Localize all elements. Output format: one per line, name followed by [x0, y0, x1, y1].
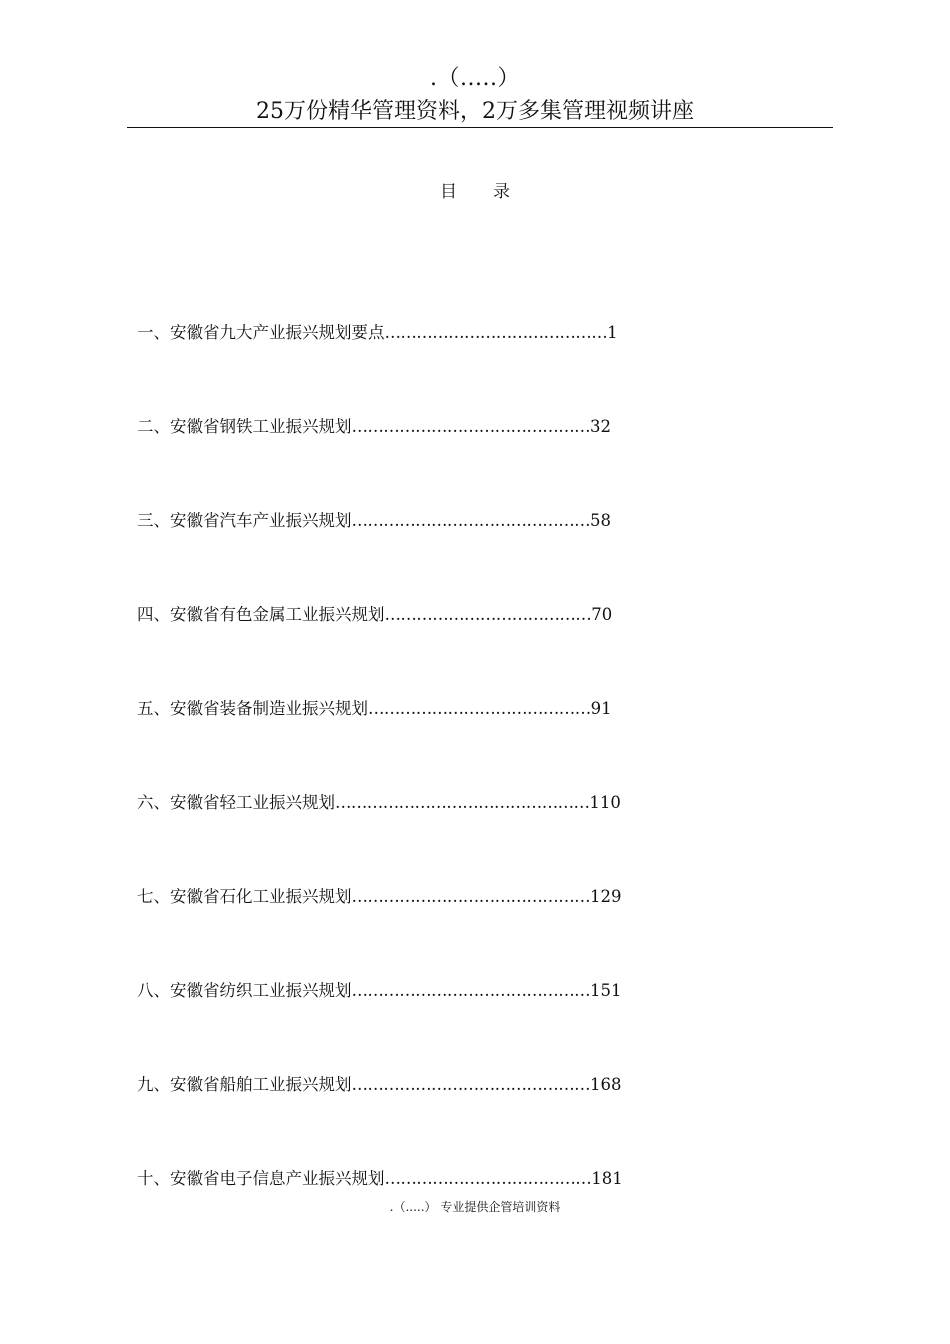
toc-item-number: 九、	[137, 1075, 170, 1094]
toc-item-page: 181	[591, 1169, 623, 1188]
toc-item-text: 安徽省电子信息产业振兴规划	[170, 1169, 385, 1188]
toc-item-text: 安徽省装备制造业振兴规划	[170, 699, 368, 718]
toc-item-text: 安徽省九大产业振兴规划要点	[170, 323, 385, 342]
toc-item-page: 129	[590, 887, 622, 906]
toc-item-leader: …………………………………	[384, 605, 592, 624]
toc-item-text: 安徽省钢铁工业振兴规划	[170, 417, 352, 436]
header-slogan: 25万份精华管理资料，2万多集管理视频讲座	[256, 99, 694, 124]
toc-item-text: 安徽省汽车产业振兴规划	[170, 511, 352, 530]
toc-list	[137, 320, 623, 1260]
toc-item-number: 四、	[137, 605, 170, 624]
header-divider	[127, 127, 833, 128]
toc-item-number: 一、	[137, 323, 170, 342]
toc-item-page: 58	[590, 511, 612, 530]
toc-item-number: 五、	[137, 699, 170, 718]
toc-item	[137, 790, 623, 884]
toc-item	[137, 602, 623, 696]
toc-item-page: 1	[607, 323, 618, 342]
toc-item-page: 168	[590, 1075, 622, 1094]
toc-item-leader: ………………………………………	[351, 417, 591, 436]
toc-item-page: 91	[590, 699, 612, 718]
toc-item-text: 安徽省有色金属工业振兴规划	[170, 605, 385, 624]
toc-item-leader: ……………………………………	[384, 323, 608, 342]
toc-item-leader: ………………………………………	[351, 511, 591, 530]
toc-item	[137, 414, 623, 508]
toc-item-page: 32	[590, 417, 612, 436]
toc-item	[137, 508, 623, 602]
page-footer: .（.....） 专业提供企管培训资料	[389, 1200, 561, 1214]
header-site-name: .（.....）	[430, 66, 520, 91]
toc-item-number: 三、	[137, 511, 170, 530]
toc-item-leader: ………………………………………	[351, 887, 591, 906]
toc-item	[137, 884, 623, 978]
toc-item-leader: …………………………………………	[335, 793, 590, 812]
toc-item	[137, 1072, 623, 1166]
toc-item-leader: ………………………………………	[351, 1075, 591, 1094]
toc-item-number: 八、	[137, 981, 170, 1000]
toc-item-leader: ……………………………………	[368, 699, 591, 718]
toc-item-number: 十、	[137, 1169, 170, 1188]
toc-item-page: 110	[589, 793, 621, 812]
toc-item-number: 六、	[137, 793, 170, 812]
toc-item-number: 二、	[137, 417, 170, 436]
toc-item-number: 七、	[137, 887, 170, 906]
toc-item-page: 151	[590, 981, 622, 1000]
toc-item-text: 安徽省轻工业振兴规划	[170, 793, 335, 812]
toc-title: 目录	[440, 182, 546, 202]
toc-item	[137, 696, 623, 790]
toc-item-leader: …………………………………	[384, 1169, 592, 1188]
toc-item-page: 70	[591, 605, 613, 624]
toc-item-leader: ………………………………………	[351, 981, 591, 1000]
toc-item-text: 安徽省石化工业振兴规划	[170, 887, 352, 906]
toc-item	[137, 320, 623, 414]
toc-item-text: 安徽省船舶工业振兴规划	[170, 1075, 352, 1094]
toc-item-text: 安徽省纺织工业振兴规划	[170, 981, 352, 1000]
toc-item	[137, 978, 623, 1072]
